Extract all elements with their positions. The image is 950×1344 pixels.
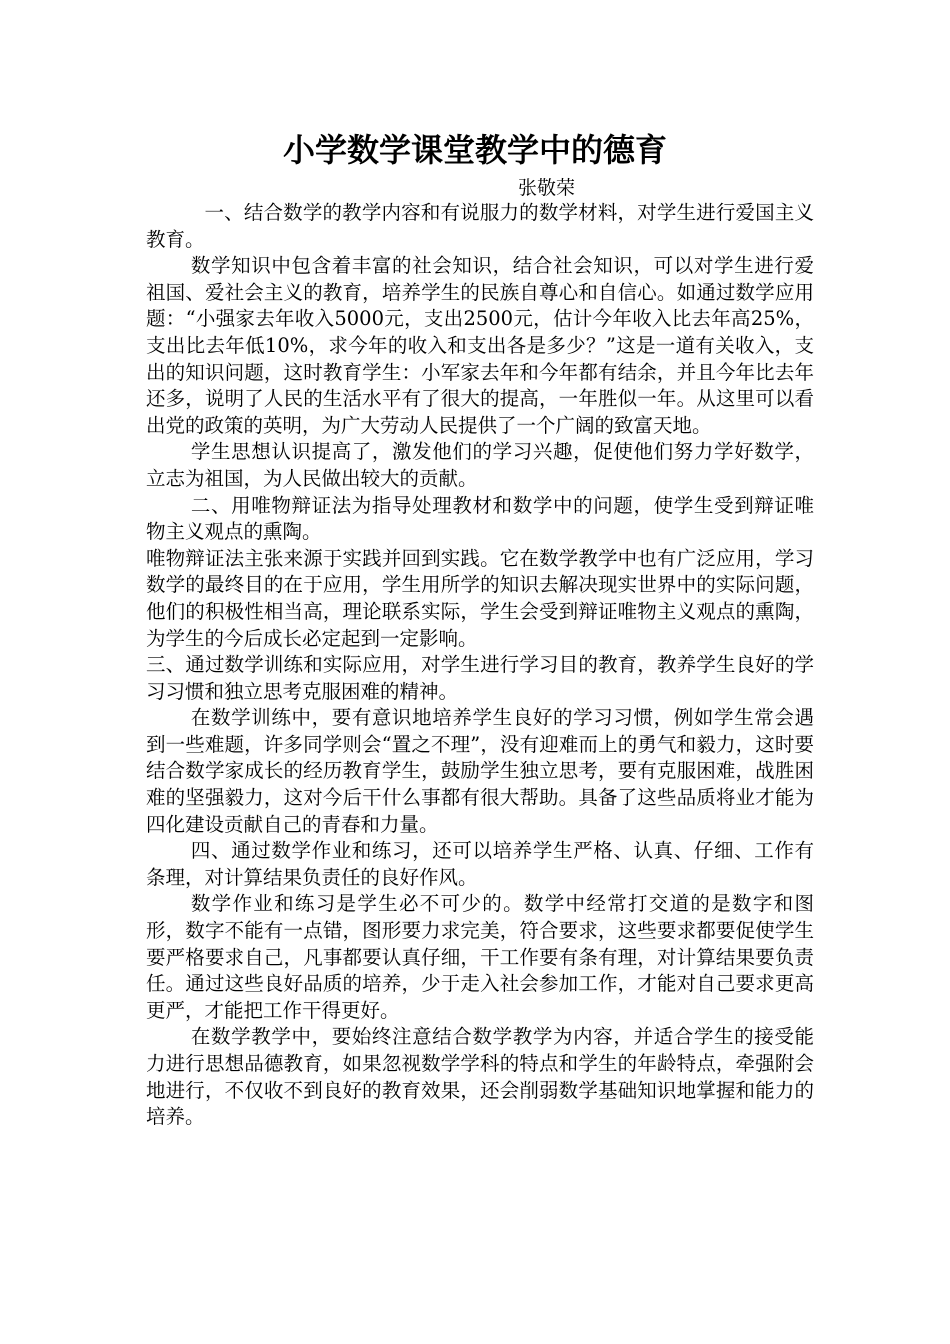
- body-paragraph: 在数学教学中，要始终注意结合数学教学为内容，并适合学生的接受能力进行思想品德教育，如果忽视数学学科的特点和学生的年龄特点，牵强附会地进行，不仅收不到良好的教育效果，还会削弱数学基础知识地掌握和能力的培养。: [146, 1025, 814, 1129]
- section-heading-4: 四、通过数学作业和练习，还可以培养学生严格、认真、仔细、工作有条理，对计算结果负责任的良好作风。: [146, 839, 814, 889]
- body-paragraph: 数学作业和练习是学生必不可少的。数学中经常打交道的是数字和图形，数字不能有一点错，图形要力求完美，符合要求，这些要求都要促使学生要严格要求自己，凡事都要认真仔细，干工作要有条有理，对计算结果要负责任。通过这些良好品质的培养，少于走入社会参加工作，才能对自己要求更高更严，才能把工作干得更好。: [146, 892, 814, 1022]
- section-heading-2: 二、用唯物辩证法为指导处理教材和数学中的问题，使学生受到辩证唯物主义观点的熏陶。: [146, 493, 814, 544]
- body-paragraph: 在数学训练中，要有意识地培养学生良好的学习习惯，例如学生常会遇到一些难题，许多同学则会“置之不理”，没有迎难而上的勇气和毅力，这时要结合数学家成长的经历教育学生，鼓励学生独立思考，要有克服困难，战胜困难的坚强毅力，这对今后干什么事都有很大帮助。具备了这些品质将业才能为四化建设贡献自己的青春和力量。: [146, 706, 814, 836]
- body-paragraph: 学生思想认识提高了，激发他们的学习兴趣，促使他们努力学好数学，立志为祖国，为人民做出较大的贡献。: [146, 440, 814, 490]
- body-paragraph: 数学知识中包含着丰富的社会知识，结合社会知识，可以对学生进行爱祖国、爱社会主义的教育，培养学生的民族自尊心和自信心。如通过数学应用题：“小强家去年收入5000元，支出2500元，估计今年收入比去年高25%，支出比去年低10%，求今年的收入和支出各是多少？”这是一道有关收入，支出的知识问题，这时教育学生：小军家去年和今年都有结余，并且今年比去年还多，说明了人民的生活水平有了很大的提高，一年胜似一年。从这里可以看出党的政策的英明，为广大劳动人民提供了一个广阔的致富天地。: [146, 254, 814, 437]
- body-paragraph: 唯物辩证法主张来源于实践并回到实践。它在数学教学中也有广泛应用，学习数学的最终目的在于应用，学生用所学的知识去解决现实世界中的实际问题，他们的积极性相当高，理论联系实际，学生会受到辩证唯物主义观点的熏陶，为学生的今后成长必定起到一定影响。: [146, 546, 814, 650]
- section-heading-3: 三、通过数学训练和实际应用，对学生进行学习目的教育，教养学生良好的学习习惯和独立思考克服困难的精神。: [146, 653, 814, 703]
- section-heading-1: 一、结合数学的教学内容和有说服力的数学材料，对学生进行爱国主义教育。: [146, 201, 814, 251]
- author-name: 张敬荣: [518, 177, 576, 199]
- document-body: [146, 200, 814, 1131]
- document-title: 小学数学课堂教学中的德育: [282, 131, 667, 169]
